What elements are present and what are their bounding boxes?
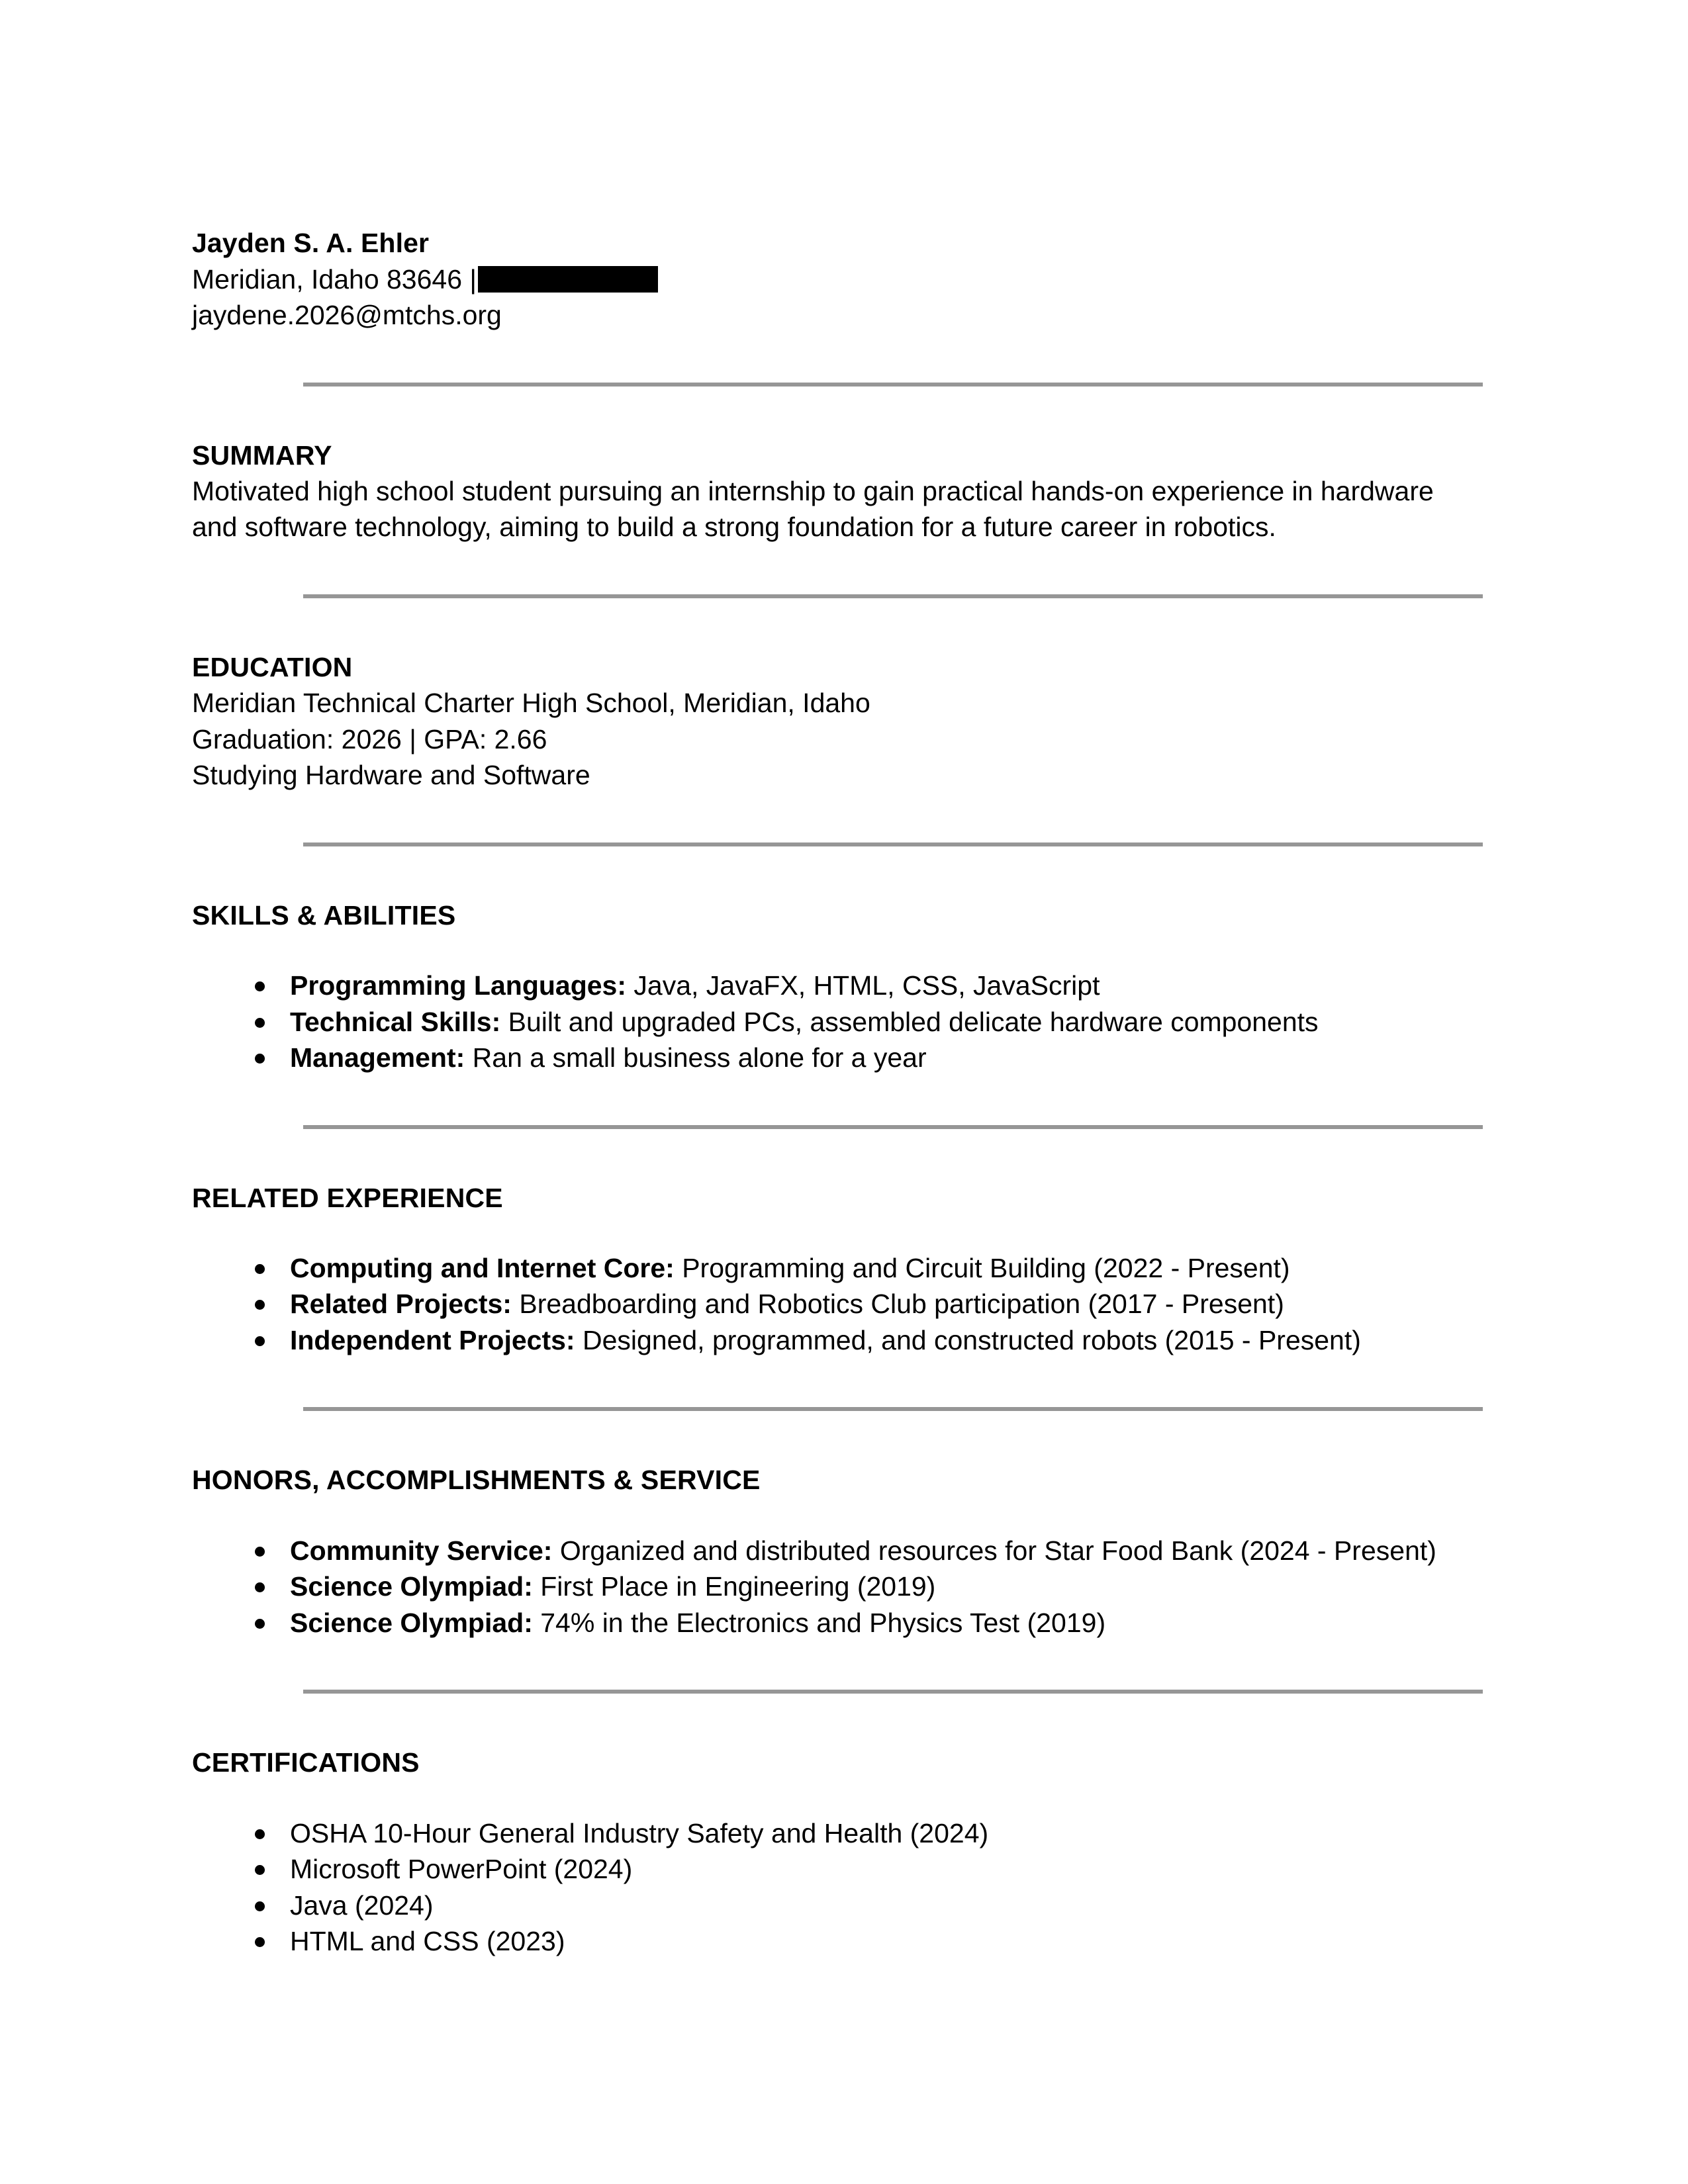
bullet-dot-icon [255, 1619, 265, 1629]
list-item [192, 1605, 1509, 1641]
bullet-text: First Place in Engineering (2019) [532, 1571, 936, 1602]
bullet-text: Built and upgraded PCs, assembled delicate hardware components [500, 1006, 1319, 1037]
section-skills [192, 898, 1509, 1076]
spacer [192, 1498, 1509, 1533]
list-item [192, 1250, 1509, 1287]
bullet-text: Designed, programmed, and constructed robots (2015 - Present) [575, 1324, 1361, 1355]
section-summary [192, 438, 1509, 545]
bullet-text: OSHA 10-Hour General Industry Safety and Health (2024) [290, 1817, 989, 1848]
horizontal-rule [303, 1407, 1483, 1411]
divider-5 [192, 1407, 1509, 1411]
horizontal-rule [303, 1690, 1483, 1694]
spacer [192, 604, 1509, 650]
bullet-label: Science Olympiad: [290, 1607, 533, 1638]
list-item [192, 1888, 1509, 1924]
section-education [192, 650, 1509, 794]
list-item [192, 1569, 1509, 1605]
horizontal-rule [303, 383, 1483, 387]
spacer [192, 1216, 1509, 1250]
horizontal-rule [303, 594, 1483, 598]
bullet-text: Programming and Circuit Building (2022 - Present) [674, 1252, 1290, 1283]
divider-1 [192, 383, 1509, 387]
spacer [192, 1699, 1509, 1745]
location-text: Meridian, Idaho 83646 | [192, 263, 477, 295]
bullet-dot-icon [255, 1829, 265, 1839]
spacer [192, 545, 1509, 589]
divider-2 [192, 594, 1509, 598]
honors-list [192, 1533, 1509, 1641]
redaction-bar-phone [478, 266, 658, 293]
bullet-label: Community Service: [290, 1535, 553, 1566]
spacer [192, 1781, 1509, 1815]
spacer [192, 1358, 1509, 1402]
section-heading-education: EDUCATION [192, 651, 353, 682]
bullet-text: Organized and distributed resources for Star Food Bank (2024 - Present) [552, 1535, 1436, 1566]
section-heading-certifications: CERTIFICATIONS [192, 1747, 420, 1778]
section-heading-skills: SKILLS & ABILITIES [192, 899, 456, 931]
bullet-dot-icon [255, 1901, 265, 1911]
bullet-dot-icon [255, 981, 265, 991]
list-item [192, 1286, 1509, 1322]
section-honors [192, 1463, 1509, 1641]
bullet-dot-icon [255, 1336, 265, 1346]
list-item [192, 1923, 1509, 1960]
skills-list [192, 968, 1509, 1076]
bullet-label: Science Olympiad: [290, 1571, 533, 1602]
bullet-label: Related Projects: [290, 1289, 512, 1320]
education-focus: Studying Hardware and Software [192, 760, 590, 791]
bullet-text: HTML and CSS (2023) [290, 1926, 565, 1957]
bullet-text: Java, JavaFX, HTML, CSS, JavaScript [626, 970, 1100, 1001]
list-item [192, 1533, 1509, 1569]
bullet-dot-icon [255, 1018, 265, 1028]
bullet-text: Microsoft PowerPoint (2024) [290, 1854, 633, 1885]
applicant-name: Jayden S. A. Ehler [192, 228, 430, 258]
list-item [192, 1815, 1509, 1852]
list-item [192, 1040, 1509, 1076]
bullet-dot-icon [255, 1264, 265, 1274]
bullet-dot-icon [255, 1054, 265, 1064]
education-school: Meridian Technical Charter High School, Meridian, Idaho [192, 688, 870, 719]
bullet-label: Computing and Internet Core: [290, 1252, 675, 1283]
spacer [192, 1416, 1509, 1463]
divider-3 [192, 842, 1509, 846]
horizontal-rule [303, 1125, 1483, 1129]
bullet-label: Independent Projects: [290, 1324, 575, 1355]
education-graduation-gpa: Graduation: 2026 | GPA: 2.66 [192, 723, 547, 754]
spacer [192, 334, 1509, 377]
list-item [192, 1851, 1509, 1888]
spacer [192, 794, 1509, 837]
list-item [192, 968, 1509, 1004]
summary-paragraph: Motivated high school student pursuing an internship to gain practical hands-on experience in hardware and software technology, aiming to build a strong foundation for a future career in robotics. [192, 475, 1434, 543]
divider-4 [192, 1125, 1509, 1129]
spacer [192, 852, 1509, 898]
resume-header [192, 225, 1509, 334]
section-heading-honors: HONORS, ACCOMPLISHMENTS & SERVICE [192, 1465, 761, 1496]
experience-list [192, 1250, 1509, 1359]
bullet-label: Programming Languages: [290, 970, 627, 1001]
list-item [192, 1004, 1509, 1040]
resume-body [192, 225, 1509, 1960]
contact-email: jaydene.2026@mtchs.org [192, 300, 502, 331]
section-certifications [192, 1745, 1509, 1959]
bullet-dot-icon [255, 1937, 265, 1947]
bullet-dot-icon [255, 1300, 265, 1310]
bullet-text: Ran a small business alone for a year [465, 1042, 927, 1073]
section-experience [192, 1181, 1509, 1359]
bullet-dot-icon [255, 1865, 265, 1875]
spacer [192, 1076, 1509, 1120]
bullet-dot-icon [255, 1582, 265, 1592]
spacer [192, 933, 1509, 968]
certifications-list [192, 1815, 1509, 1960]
bullet-label: Technical Skills: [290, 1006, 501, 1037]
spacer [192, 392, 1509, 438]
bullet-text: 74% in the Electronics and Physics Test (2019) [532, 1607, 1106, 1638]
list-item [192, 1322, 1509, 1359]
horizontal-rule [303, 842, 1483, 846]
section-heading-experience: RELATED EXPERIENCE [192, 1182, 503, 1213]
bullet-dot-icon [255, 1547, 265, 1557]
section-heading-summary: SUMMARY [192, 439, 332, 471]
spacer [192, 1134, 1509, 1181]
contact-location-line [192, 261, 1509, 298]
bullet-label: Management: [290, 1042, 465, 1073]
bullet-text: Java (2024) [290, 1889, 434, 1921]
divider-6 [192, 1690, 1509, 1694]
spacer [192, 1641, 1509, 1684]
bullet-text: Breadboarding and Robotics Club participation (2017 - Present) [511, 1289, 1284, 1320]
